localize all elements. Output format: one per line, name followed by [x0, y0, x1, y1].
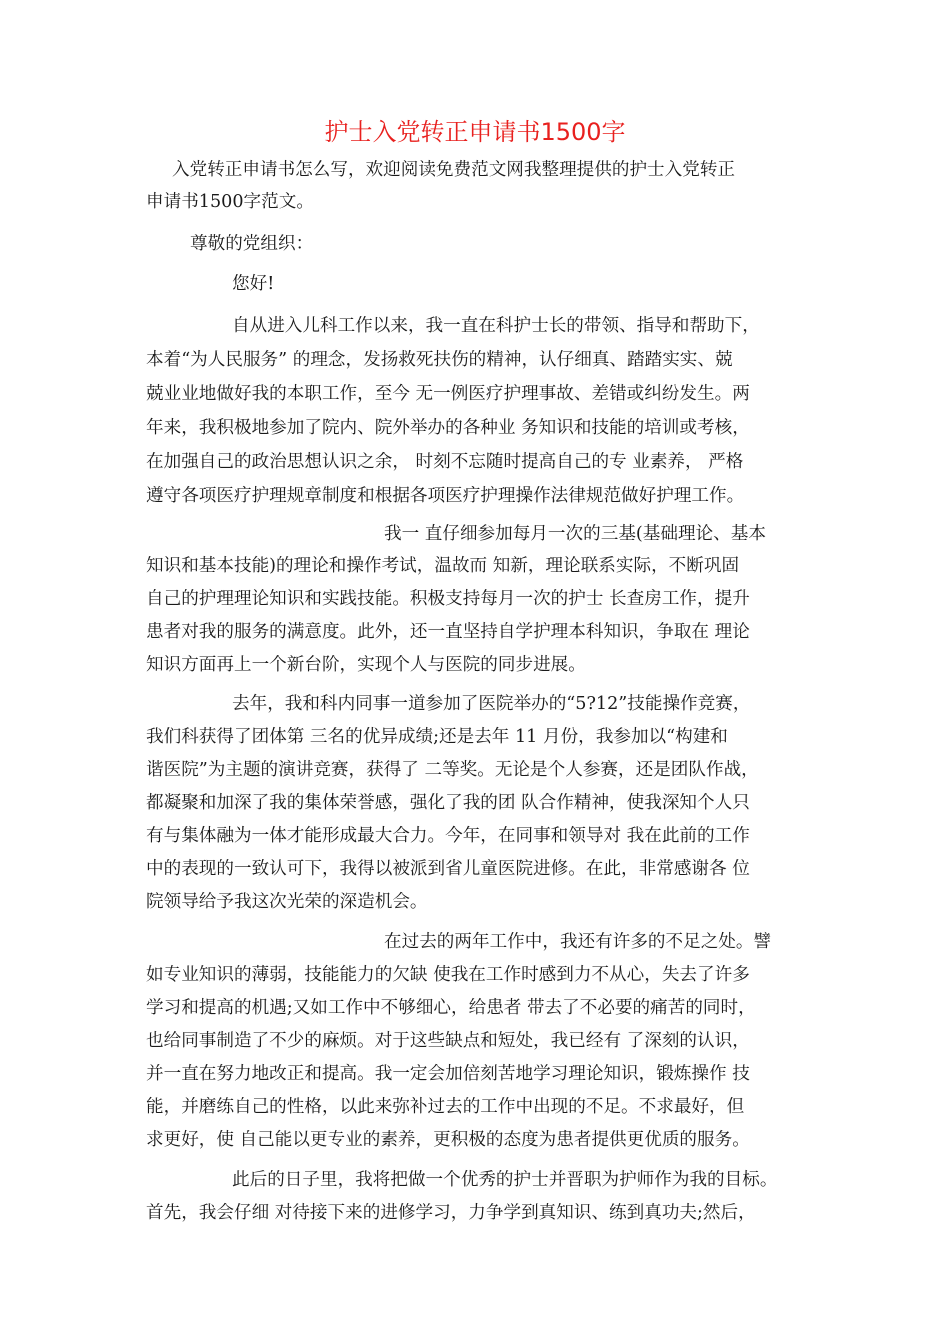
paragraph-line: 兢业业地做好我的本职工作，至今 无一例医疗护理事故、差错或纠纷发生。两: [146, 384, 750, 404]
paragraph-line: 知识和基本技能)的理论和操作考试，温故而 知新，理论联系实际，不断巩固: [146, 556, 740, 576]
paragraph-line: 在过去的两年工作中，我还有许多的不足之处。譬: [384, 932, 772, 952]
paragraph-line: 遵守各项医疗护理规章制度和根据各项医疗护理操作法律规范做好护理工作。: [146, 486, 745, 506]
paragraph-line: 都凝聚和加深了我的集体荣誉感，强化了我的团 队合作精神，使我深知个人只: [146, 793, 750, 813]
paragraph-line: 我一 直仔细参加每月一次的三基(基础理论、基本: [384, 524, 766, 544]
paragraph-line: 在加强自己的政治思想认识之余， 时刻不忘随时提高自己的专 业素养， 严格: [146, 452, 744, 472]
paragraph-line: 患者对我的服务的满意度。此外，还一直坚持自学护理本科知识，争取在 理论: [146, 622, 750, 642]
paragraph-line: 如专业知识的薄弱，技能能力的欠缺 使我在工作时感到力不从心，失去了许多: [146, 965, 750, 985]
greeting: 您好!: [232, 274, 275, 294]
paragraph-line: 首先，我会仔细 对待接下来的进修学习，力争学到真知识、练到真功夫;然后，: [146, 1203, 756, 1223]
intro-line: 入党转正申请书怎么写，欢迎阅读免费范文网我整理提供的护士入党转正: [172, 160, 736, 180]
paragraph-line: 中的表现的一致认可下，我得以被派到省儿童医院进修。在此，非常感谢各 位: [146, 859, 750, 879]
paragraph-line: 我们科获得了团体第 三名的优异成绩;还是去年 11 月份，我参加以“构建和: [146, 727, 728, 747]
document-title: 护士入党转正申请书1500字: [324, 118, 626, 146]
paragraph-line: 学习和提高的机遇;又如工作中不够细心，给患者 带去了不必要的痛苦的同时，: [146, 998, 756, 1018]
paragraph-line: 此后的日子里，我将把做一个优秀的护士并晋职为护师作为我的目标。: [232, 1170, 778, 1190]
salutation: 尊敬的党组织：: [190, 234, 314, 254]
paragraph-line: 知识方面再上一个新台阶，实现个人与医院的同步进展。: [146, 655, 586, 675]
paragraph-line: 年来，我积极地参加了院内、院外举办的各种业 务知识和技能的培训或考核，: [146, 418, 750, 438]
paragraph-line: 自己的护理理论知识和实践技能。积极支持每月一次的护士 长查房工作，提升: [146, 589, 750, 609]
paragraph-line: 也给同事制造了不少的麻烦。对于这些缺点和短处，我已经有 了深刻的认识，: [146, 1031, 750, 1051]
paragraph-line: 并一直在努力地改正和提高。我一定会加倍刻苦地学习理论知识，锻炼操作 技: [146, 1064, 750, 1084]
paragraph-line: 谐医院”为主题的演讲竞赛，获得了 二等奖。无论是个人参赛，还是团队作战，: [146, 760, 759, 780]
paragraph-line: 能，并磨练自己的性格，以此来弥补过去的工作中出现的不足。不求最好，但: [146, 1097, 745, 1117]
intro-line: 申请书1500字范文。: [146, 192, 314, 212]
paragraph-line: 本着“为人民服务” 的理念，发扬救死扶伤的精神，认仔细真、踏踏实实、兢: [146, 350, 733, 370]
paragraph-line: 自从进入儿科工作以来，我一直在科护士长的带领、指导和帮助下，: [232, 316, 760, 336]
paragraph-line: 有与集体融为一体才能形成最大合力。今年，在同事和领导对 我在此前的工作: [146, 826, 750, 846]
paragraph-line: 去年，我和科内同事一道参加了医院举办的“5?12”技能操作竞赛，: [232, 694, 751, 714]
paragraph-line: 院领导给予我这次光荣的深造机会。: [146, 892, 428, 912]
paragraph-line: 求更好，使 自己能以更专业的素养，更积极的态度为患者提供更优质的服务。: [146, 1130, 750, 1150]
